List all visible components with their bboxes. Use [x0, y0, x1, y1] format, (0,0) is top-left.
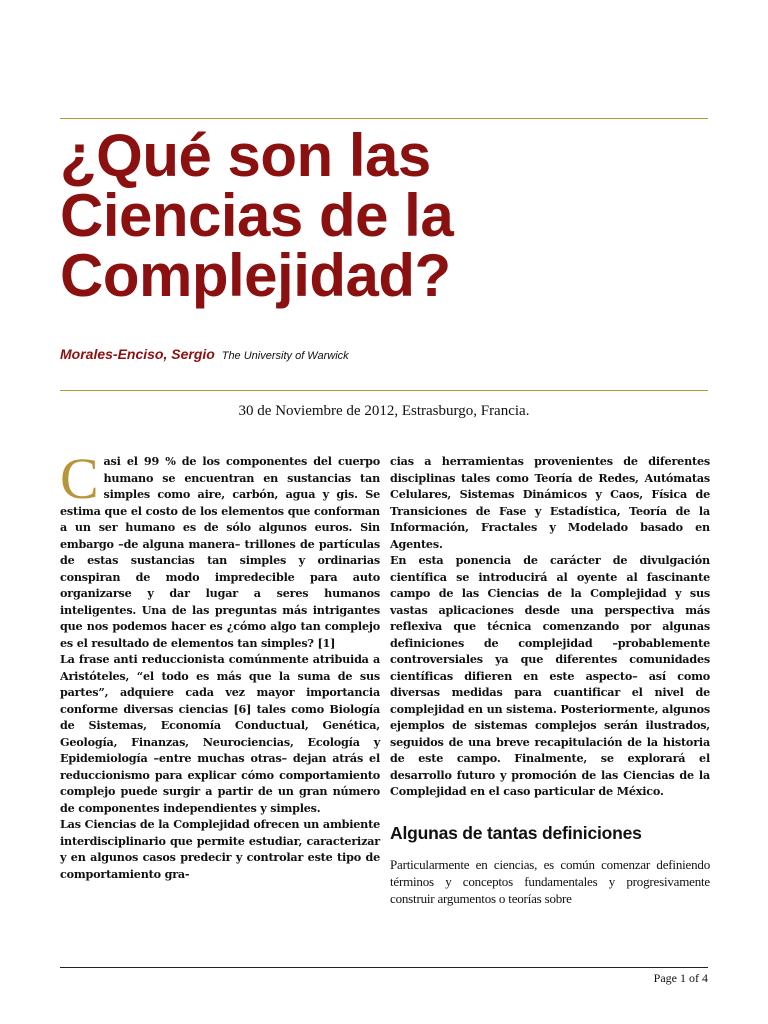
author-line: [60, 346, 349, 362]
title-line-3: Complejidad?: [60, 242, 451, 309]
paper-title: [60, 122, 708, 309]
author-affiliation: The University of Warwick: [221, 350, 349, 362]
top-rule: [60, 118, 708, 119]
author-name: Morales-Enciso, Sergio: [60, 346, 215, 362]
section-heading: Algunas de tantas definiciones: [390, 822, 642, 843]
drop-cap: C: [60, 446, 99, 511]
paragraph: En esta ponencia de carácter de divulgación científica se introducirá al oyente al fascinante campo de las Ciencias de la Complejidad y sus vastas aplicaciones desde una perspectiva más reflexiva que técnica comenzando por algunas definiciones de complejidad –probablemente controversiales ya que diferentes comunidades científicas difieren en este aspecto– así como diversas medidas para cuantificar el nivel de complejidad en un sistema. Posteriormente, algunos ejemplos de sistemas complejos serán ilustrados, seguidos de una breve recapitulación de la historia de este campo. Finalmente, se explorará el desarrollo futuro y promoción de las Ciencias de la Complejidad en el caso particular de México.: [390, 553, 710, 798]
paragraph: Particularmente en ciencias, es común comenzar definiendo términos y conceptos fundamentales y progresivamente construir argumentos o teorías sobre: [390, 856, 710, 906]
header-rule: [60, 390, 708, 391]
page-number: Page 1 of 4: [653, 971, 708, 985]
paragraph: cias a herramientas provenientes de diferentes disciplinas tales como Teoría de Redes, Autómatas Celulares, Sistemas Dinámicos y Caos, Física de Transiciones de Fase y Estadística, Teoría de la Información, Fractales y Modelado basado en Agentes.: [390, 454, 710, 551]
date-location: 30 de Noviembre de 2012, Estrasburgo, Francia.: [238, 403, 530, 419]
intro-paragraph: [60, 446, 380, 651]
intro-text: asi el 99 % de los componentes del cuerpo humano se encuentran en sustancias tan simples como aire, carbón, agua y gis. Se estima que el costo de los elementos que conforman a un ser humano es de sólo algunos euros. Sin embargo –de alguna manera– trillones de partículas de estas sustancias tan simples y ordinarias conspiran de modo impredecible para auto organizarse y dar lugar a seres humanos inteligentes. Una de las preguntas más intrigantes que nos podemos hacer es ¿cómo algo tan complejo es el resultado de elementos tan simples? [1]: [60, 454, 380, 650]
paragraph: La frase anti reduccionista comúnmente atribuida a Aristóteles, “el todo es más que la suma de sus partes”, adquiere cada vez mayor importancia conforme diversas ciencias [6] tales como Biología de Sistemas, Economía Conductual, Genética, Geología, Finanzas, Neurociencias, Ecología y Epidemiología –entre muchas otras– dejan atrás el reduccionismo para explicar cómo comportamiento complejo puede surgir a partir de un gran número de componentes independientes y simples.: [60, 652, 380, 815]
left-column: [60, 446, 380, 882]
paragraph: Las Ciencias de la Complejidad ofrecen un ambiente interdisciplinario que permite estudiar, caracterizar y en algunos casos predecir y controlar este tipo de comportamiento gra-: [60, 817, 380, 881]
right-column: [390, 453, 710, 907]
title-line-1: ¿Qué son las: [60, 122, 431, 189]
title-line-2: Ciencias de la: [60, 182, 454, 249]
footer-rule: [60, 967, 708, 968]
